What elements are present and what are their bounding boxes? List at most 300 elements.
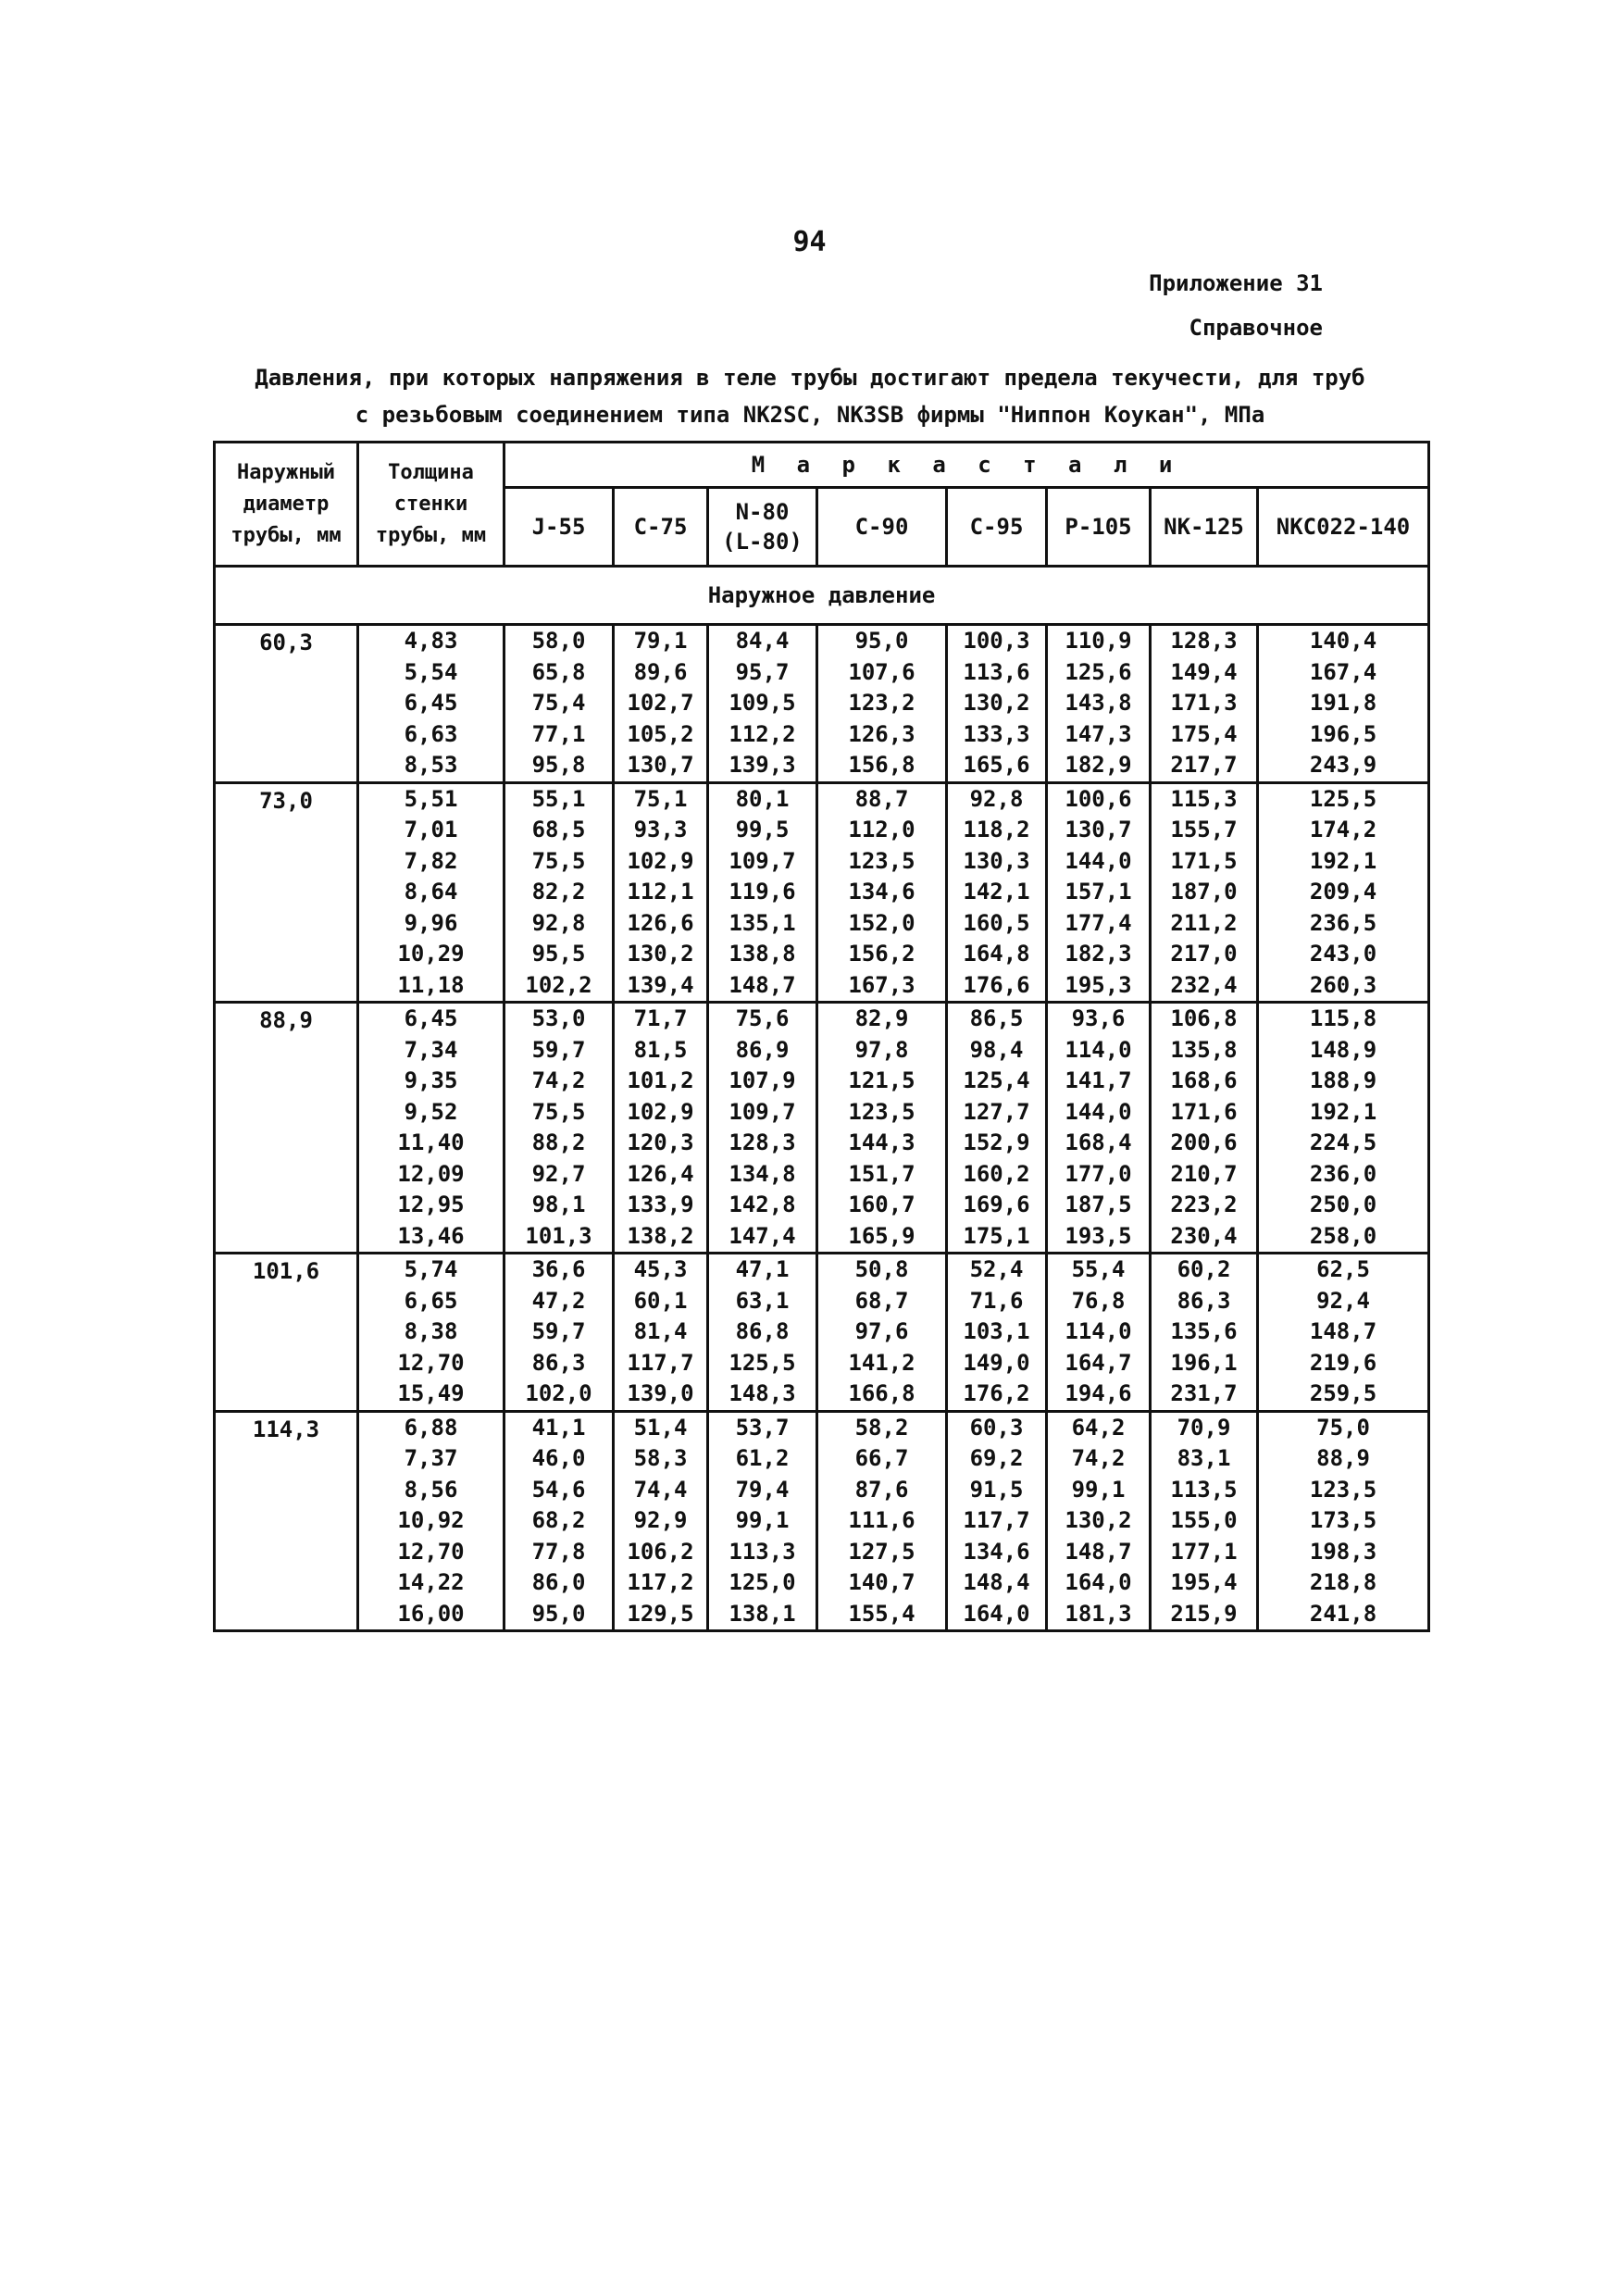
pressure-value: 164,0 xyxy=(963,1600,1030,1627)
pressure-value: 107,6 xyxy=(848,658,915,685)
pressure-value: 114,0 xyxy=(1065,1318,1132,1344)
pressure-value: 175,1 xyxy=(963,1222,1030,1249)
thickness-value: 5,74 xyxy=(404,1256,458,1282)
pressure-value: 60,3 xyxy=(969,1414,1024,1441)
cell-pressure-list xyxy=(1151,782,1258,1003)
thickness-value: 6,88 xyxy=(404,1414,458,1441)
pressure-table xyxy=(213,441,1430,1632)
pressure-value: 121,5 xyxy=(848,1067,915,1093)
thickness-value: 8,64 xyxy=(404,879,458,905)
pressure-value: 117,7 xyxy=(963,1507,1030,1533)
pressure-value: 115,8 xyxy=(1309,1005,1377,1031)
pressure-value: 125,4 xyxy=(963,1067,1030,1093)
pressure-value: 160,2 xyxy=(963,1160,1030,1187)
pressure-value: 164,8 xyxy=(963,941,1030,967)
cell-pressure-list xyxy=(1047,782,1151,1003)
pressure-value: 165,6 xyxy=(963,752,1030,778)
pressure-value: 260,3 xyxy=(1309,971,1377,998)
header-grade: С-75 xyxy=(614,488,708,567)
cell-pressure-list xyxy=(614,625,708,783)
pressure-value: 191,8 xyxy=(1309,690,1377,716)
cell-pressure-list xyxy=(504,1003,614,1254)
pressure-value: 68,2 xyxy=(531,1507,586,1533)
pressure-value: 138,1 xyxy=(729,1600,796,1627)
pressure-value: 134,6 xyxy=(848,879,915,905)
pressure-value: 167,4 xyxy=(1309,658,1377,685)
cell-pressure-list xyxy=(817,625,947,783)
cell-thickness-list xyxy=(358,1003,504,1254)
thickness-value: 6,45 xyxy=(404,1005,458,1031)
pressure-value: 123,5 xyxy=(848,847,915,874)
pressure-value: 93,6 xyxy=(1071,1005,1126,1031)
pressure-value: 109,5 xyxy=(729,690,796,716)
thickness-value: 9,52 xyxy=(404,1098,458,1125)
pressure-value: 126,6 xyxy=(627,909,694,936)
cell-pressure-list xyxy=(947,1254,1047,1412)
pressure-value: 95,0 xyxy=(854,628,909,654)
pressure-value: 135,6 xyxy=(1170,1318,1238,1344)
cell-thickness-list xyxy=(358,1254,504,1412)
pressure-value: 102,9 xyxy=(627,847,694,874)
pressure-value: 99,5 xyxy=(735,817,790,842)
pressure-value: 86,9 xyxy=(735,1036,790,1063)
pressure-value: 117,2 xyxy=(627,1569,694,1595)
pressure-value: 55,4 xyxy=(1071,1256,1126,1282)
thickness-value: 13,46 xyxy=(397,1222,465,1249)
title-line-2: с резьбовым соединением типа NK2SC, NK3SB фирмы "Ниппон Коукан", МПа xyxy=(355,402,1265,428)
pressure-value: 155,7 xyxy=(1170,817,1238,842)
pressure-value: 86,3 xyxy=(531,1349,586,1376)
pressure-value: 177,1 xyxy=(1170,1538,1238,1565)
pressure-value: 209,4 xyxy=(1309,879,1377,905)
cell-diameter: 114,3 xyxy=(215,1411,358,1631)
reference-label: Справочное xyxy=(1189,315,1323,341)
pressure-value: 101,3 xyxy=(525,1222,592,1249)
pressure-value: 156,2 xyxy=(848,941,915,967)
pressure-value: 107,9 xyxy=(729,1067,796,1093)
pressure-value: 139,0 xyxy=(627,1380,694,1406)
pressure-value: 135,1 xyxy=(729,909,796,936)
pressure-value: 95,8 xyxy=(531,752,586,778)
pressure-value: 69,2 xyxy=(969,1445,1024,1471)
pressure-value: 231,7 xyxy=(1170,1380,1238,1406)
header-grade: J-55 xyxy=(504,488,614,567)
cell-thickness-list xyxy=(358,782,504,1003)
pressure-value: 60,2 xyxy=(1177,1256,1231,1282)
pressure-value: 102,7 xyxy=(627,690,694,716)
pressure-value: 126,4 xyxy=(627,1160,694,1187)
pressure-value: 167,3 xyxy=(848,971,915,998)
pressure-value: 86,8 xyxy=(735,1318,790,1344)
pressure-value: 149,0 xyxy=(963,1349,1030,1376)
pressure-value: 192,1 xyxy=(1309,1098,1377,1125)
pressure-value: 77,8 xyxy=(531,1538,586,1565)
header-grade: Р-105 xyxy=(1047,488,1151,567)
cell-pressure-list xyxy=(817,1254,947,1412)
pressure-value: 88,2 xyxy=(531,1129,586,1155)
pressure-value: 155,4 xyxy=(848,1600,915,1627)
pressure-value: 142,1 xyxy=(963,879,1030,905)
pressure-value: 92,8 xyxy=(531,909,586,936)
pressure-value: 91,5 xyxy=(969,1476,1024,1503)
pressure-value: 75,6 xyxy=(735,1005,790,1031)
pressure-value: 58,3 xyxy=(633,1445,688,1471)
pressure-value: 112,1 xyxy=(627,879,694,905)
cell-pressure-list xyxy=(947,1411,1047,1631)
pressure-value: 95,5 xyxy=(531,941,586,967)
appendix-label: Приложение 31 xyxy=(1149,270,1323,296)
pressure-value: 241,8 xyxy=(1309,1600,1377,1627)
cell-pressure-list xyxy=(504,625,614,783)
pressure-value: 176,6 xyxy=(963,971,1030,998)
cell-diameter: 60,3 xyxy=(215,625,358,783)
pressure-value: 157,1 xyxy=(1065,879,1132,905)
pressure-value: 58,2 xyxy=(854,1414,909,1441)
cell-pressure-list xyxy=(1151,1411,1258,1631)
pressure-value: 243,0 xyxy=(1309,941,1377,967)
pressure-value: 125,5 xyxy=(729,1349,796,1376)
pressure-value: 53,0 xyxy=(531,1005,586,1031)
thickness-value: 10,92 xyxy=(397,1507,465,1533)
pressure-value: 177,4 xyxy=(1065,909,1132,936)
pressure-value: 182,3 xyxy=(1065,941,1132,967)
pressure-value: 127,5 xyxy=(848,1538,915,1565)
pressure-value: 75,4 xyxy=(531,690,586,716)
pressure-value: 134,6 xyxy=(963,1538,1030,1565)
pressure-value: 59,7 xyxy=(531,1318,586,1344)
pressure-value: 54,6 xyxy=(531,1476,586,1503)
pressure-value: 211,2 xyxy=(1170,909,1238,936)
pressure-value: 106,2 xyxy=(627,1538,694,1565)
cell-diameter: 73,0 xyxy=(215,782,358,1003)
pressure-value: 168,4 xyxy=(1065,1129,1132,1155)
thickness-value: 9,35 xyxy=(404,1067,458,1093)
pressure-value: 68,5 xyxy=(531,817,586,842)
header-steel-grade: М а р к а с т а л и xyxy=(504,443,1429,488)
pressure-value: 52,4 xyxy=(969,1256,1024,1282)
cell-pressure-list xyxy=(504,1411,614,1631)
pressure-value: 144,0 xyxy=(1065,1098,1132,1125)
pressure-value: 88,7 xyxy=(854,785,909,812)
pressure-value: 147,3 xyxy=(1065,720,1132,747)
header-grade xyxy=(708,488,817,567)
table-title xyxy=(213,359,1407,433)
pressure-value: 171,5 xyxy=(1170,847,1238,874)
pressure-value: 95,7 xyxy=(735,658,790,685)
pressure-value: 51,4 xyxy=(633,1414,688,1441)
pressure-value: 102,0 xyxy=(525,1380,592,1406)
pressure-value: 128,3 xyxy=(729,1129,796,1155)
pressure-value: 130,3 xyxy=(963,847,1030,874)
pressure-value: 71,7 xyxy=(633,1005,688,1031)
section-heading: Наружное давление xyxy=(215,567,1429,625)
cell-pressure-list xyxy=(614,782,708,1003)
cell-pressure-list xyxy=(947,1003,1047,1254)
pressure-value: 193,5 xyxy=(1065,1222,1132,1249)
pressure-value: 117,7 xyxy=(627,1349,694,1376)
cell-pressure-list xyxy=(504,782,614,1003)
pressure-value: 87,6 xyxy=(854,1476,909,1503)
pressure-value: 106,8 xyxy=(1170,1005,1238,1031)
page-number: 94 xyxy=(792,226,827,258)
cell-thickness-list xyxy=(358,1411,504,1631)
pressure-value: 130,7 xyxy=(627,752,694,778)
pressure-value: 217,7 xyxy=(1170,752,1238,778)
table-row-group xyxy=(215,782,1429,1003)
cell-pressure-list xyxy=(947,625,1047,783)
pressure-value: 232,4 xyxy=(1170,971,1238,998)
header-grade-name: N-80 xyxy=(735,499,790,525)
pressure-value: 139,3 xyxy=(729,752,796,778)
thickness-value: 7,82 xyxy=(404,847,458,874)
pressure-value: 192,1 xyxy=(1309,847,1377,874)
pressure-value: 194,6 xyxy=(1065,1380,1132,1406)
pressure-value: 139,4 xyxy=(627,971,694,998)
pressure-value: 74,2 xyxy=(1071,1445,1126,1471)
pressure-value: 36,6 xyxy=(531,1256,586,1282)
pressure-value: 41,1 xyxy=(531,1414,586,1441)
pressure-value: 79,1 xyxy=(633,628,688,654)
pressure-value: 92,8 xyxy=(969,785,1024,812)
table-row-group xyxy=(215,625,1429,783)
pressure-value: 92,7 xyxy=(531,1160,586,1187)
pressure-value: 198,3 xyxy=(1309,1538,1377,1565)
thickness-value: 6,45 xyxy=(404,690,458,716)
pressure-value: 81,5 xyxy=(633,1036,688,1063)
pressure-value: 151,7 xyxy=(848,1160,915,1187)
pressure-value: 236,5 xyxy=(1309,909,1377,936)
pressure-value: 119,6 xyxy=(729,879,796,905)
cell-pressure-list xyxy=(1151,1003,1258,1254)
pressure-value: 84,4 xyxy=(735,628,790,654)
header-grade-note: (L-80) xyxy=(722,529,803,555)
pressure-value: 224,5 xyxy=(1309,1129,1377,1155)
cell-pressure-list xyxy=(817,1411,947,1631)
pressure-value: 62,5 xyxy=(1316,1256,1370,1282)
pressure-value: 174,2 xyxy=(1309,817,1377,842)
pressure-value: 181,3 xyxy=(1065,1600,1132,1627)
pressure-value: 125,0 xyxy=(729,1569,796,1595)
pressure-value: 171,6 xyxy=(1170,1098,1238,1125)
pressure-value: 93,3 xyxy=(633,817,688,842)
pressure-value: 61,2 xyxy=(735,1445,790,1471)
pressure-value: 195,4 xyxy=(1170,1569,1238,1595)
pressure-value: 86,5 xyxy=(969,1005,1024,1031)
table-row-group xyxy=(215,1003,1429,1254)
pressure-value: 258,0 xyxy=(1309,1222,1377,1249)
pressure-value: 112,2 xyxy=(729,720,796,747)
pressure-value: 156,8 xyxy=(848,752,915,778)
cell-diameter: 101,6 xyxy=(215,1254,358,1412)
pressure-value: 112,0 xyxy=(848,817,915,842)
pressure-value: 105,2 xyxy=(627,720,694,747)
pressure-value: 65,8 xyxy=(531,658,586,685)
pressure-value: 187,5 xyxy=(1065,1192,1132,1217)
pressure-value: 210,7 xyxy=(1170,1160,1238,1187)
pressure-value: 45,3 xyxy=(633,1256,688,1282)
pressure-value: 111,6 xyxy=(848,1507,915,1533)
pressure-value: 127,7 xyxy=(963,1098,1030,1125)
thickness-value: 10,29 xyxy=(397,941,465,967)
cell-pressure-list xyxy=(708,1003,817,1254)
pressure-value: 152,9 xyxy=(963,1129,1030,1155)
pressure-value: 141,2 xyxy=(848,1349,915,1376)
pressure-value: 215,9 xyxy=(1170,1600,1238,1627)
thickness-value: 6,65 xyxy=(404,1287,458,1314)
cell-pressure-list xyxy=(1258,782,1429,1003)
pressure-value: 79,4 xyxy=(735,1476,790,1503)
pressure-value: 149,4 xyxy=(1170,658,1238,685)
pressure-value: 250,0 xyxy=(1309,1192,1377,1217)
cell-pressure-list xyxy=(817,1003,947,1254)
pressure-value: 74,4 xyxy=(633,1476,688,1503)
pressure-value: 141,7 xyxy=(1065,1067,1132,1093)
pressure-value: 59,7 xyxy=(531,1036,586,1063)
thickness-value: 5,54 xyxy=(404,658,458,685)
pressure-value: 144,3 xyxy=(848,1129,915,1155)
pressure-value: 123,5 xyxy=(1309,1476,1377,1503)
pressure-value: 140,4 xyxy=(1309,628,1377,654)
cell-pressure-list xyxy=(614,1003,708,1254)
pressure-value: 92,4 xyxy=(1316,1287,1370,1314)
pressure-value: 130,2 xyxy=(1065,1507,1132,1533)
pressure-value: 196,1 xyxy=(1170,1349,1238,1376)
pressure-value: 95,0 xyxy=(531,1600,586,1627)
pressure-value: 75,5 xyxy=(531,1098,586,1125)
header-diameter: Наружный диаметр трубы, мм xyxy=(215,443,358,567)
pressure-value: 259,5 xyxy=(1309,1380,1377,1406)
pressure-value: 236,0 xyxy=(1309,1160,1377,1187)
pressure-value: 148,4 xyxy=(963,1569,1030,1595)
thickness-value: 11,40 xyxy=(397,1129,465,1155)
pressure-value: 46,0 xyxy=(531,1445,586,1471)
pressure-value: 142,8 xyxy=(729,1192,796,1217)
pressure-value: 109,7 xyxy=(729,1098,796,1125)
pressure-value: 120,3 xyxy=(627,1129,694,1155)
cell-pressure-list xyxy=(1258,1411,1429,1631)
pressure-value: 187,0 xyxy=(1170,879,1238,905)
pressure-value: 114,0 xyxy=(1065,1036,1132,1063)
cell-pressure-list xyxy=(614,1411,708,1631)
pressure-value: 68,7 xyxy=(854,1287,909,1314)
pressure-value: 155,0 xyxy=(1170,1507,1238,1533)
pressure-value: 148,7 xyxy=(729,971,796,998)
cell-pressure-list xyxy=(1047,1254,1151,1412)
thickness-value: 15,49 xyxy=(397,1380,465,1406)
pressure-value: 140,7 xyxy=(848,1569,915,1595)
cell-diameter: 88,9 xyxy=(215,1003,358,1254)
pressure-value: 103,1 xyxy=(963,1318,1030,1344)
pressure-value: 165,9 xyxy=(848,1222,915,1249)
thickness-value: 11,18 xyxy=(397,971,465,998)
pressure-value: 152,0 xyxy=(848,909,915,936)
pressure-value: 86,3 xyxy=(1177,1287,1231,1314)
thickness-value: 8,56 xyxy=(404,1476,458,1503)
pressure-value: 66,7 xyxy=(854,1445,909,1471)
cell-thickness-list xyxy=(358,625,504,783)
thickness-value: 16,00 xyxy=(397,1600,465,1627)
pressure-value: 148,3 xyxy=(729,1380,796,1406)
pressure-value: 218,8 xyxy=(1309,1569,1377,1595)
pressure-value: 125,5 xyxy=(1309,785,1377,812)
pressure-value: 99,1 xyxy=(1071,1476,1126,1503)
header-grade: С-90 xyxy=(817,488,947,567)
pressure-value: 118,2 xyxy=(963,817,1030,842)
pressure-value: 168,6 xyxy=(1170,1067,1238,1093)
pressure-value: 64,2 xyxy=(1071,1414,1126,1441)
pressure-value: 80,1 xyxy=(735,785,790,812)
pressure-value: 126,3 xyxy=(848,720,915,747)
pressure-value: 177,0 xyxy=(1065,1160,1132,1187)
thickness-value: 6,63 xyxy=(404,720,458,747)
cell-pressure-list xyxy=(1047,1003,1151,1254)
thickness-value: 7,34 xyxy=(404,1036,458,1063)
title-line-1: Давления, при которых напряжения в теле трубы достигают предела текучести, для труб xyxy=(255,365,1365,391)
pressure-value: 113,5 xyxy=(1170,1476,1238,1503)
pressure-value: 89,6 xyxy=(633,658,688,685)
table-row-group xyxy=(215,1254,1429,1412)
pressure-value: 130,2 xyxy=(627,941,694,967)
thickness-value: 12,70 xyxy=(397,1538,465,1565)
pressure-value: 196,5 xyxy=(1309,720,1377,747)
pressure-value: 63,1 xyxy=(735,1287,790,1314)
cell-pressure-list xyxy=(708,625,817,783)
pressure-value: 138,2 xyxy=(627,1222,694,1249)
pressure-value: 82,9 xyxy=(854,1005,909,1031)
pressure-value: 55,1 xyxy=(531,785,586,812)
table-row-group xyxy=(215,1411,1429,1631)
pressure-value: 243,9 xyxy=(1309,752,1377,778)
thickness-value: 12,95 xyxy=(397,1192,465,1217)
pressure-value: 135,8 xyxy=(1170,1036,1238,1063)
pressure-value: 53,7 xyxy=(735,1414,790,1441)
pressure-value: 223,2 xyxy=(1170,1192,1238,1217)
pressure-value: 125,6 xyxy=(1065,658,1132,685)
pressure-value: 171,3 xyxy=(1170,690,1238,716)
pressure-value: 83,1 xyxy=(1177,1445,1231,1471)
pressure-value: 134,8 xyxy=(729,1160,796,1187)
cell-pressure-list xyxy=(708,1254,817,1412)
pressure-value: 70,9 xyxy=(1177,1414,1231,1441)
pressure-value: 71,6 xyxy=(969,1287,1024,1314)
thickness-value: 4,83 xyxy=(404,628,458,654)
pressure-value: 148,7 xyxy=(1309,1318,1377,1344)
pressure-value: 195,3 xyxy=(1065,971,1132,998)
thickness-value: 8,53 xyxy=(404,752,458,778)
pressure-value: 101,2 xyxy=(627,1067,694,1093)
pressure-value: 115,3 xyxy=(1170,785,1238,812)
pressure-value: 113,6 xyxy=(963,658,1030,685)
pressure-value: 175,4 xyxy=(1170,720,1238,747)
pressure-value: 113,3 xyxy=(729,1538,796,1565)
pressure-value: 98,4 xyxy=(969,1036,1024,1063)
pressure-value: 99,1 xyxy=(735,1507,790,1533)
pressure-value: 77,1 xyxy=(531,720,586,747)
pressure-value: 74,2 xyxy=(531,1067,586,1093)
pressure-value: 148,9 xyxy=(1309,1036,1377,1063)
pressure-value: 182,9 xyxy=(1065,752,1132,778)
pressure-value: 164,7 xyxy=(1065,1349,1132,1376)
pressure-value: 188,9 xyxy=(1309,1067,1377,1093)
pressure-value: 217,0 xyxy=(1170,941,1238,967)
pressure-value: 130,7 xyxy=(1065,817,1132,842)
pressure-value: 164,0 xyxy=(1065,1569,1132,1595)
pressure-value: 129,5 xyxy=(627,1600,694,1627)
cell-pressure-list xyxy=(504,1254,614,1412)
cell-pressure-list xyxy=(817,782,947,1003)
cell-pressure-list xyxy=(1047,625,1151,783)
pressure-value: 75,5 xyxy=(531,847,586,874)
